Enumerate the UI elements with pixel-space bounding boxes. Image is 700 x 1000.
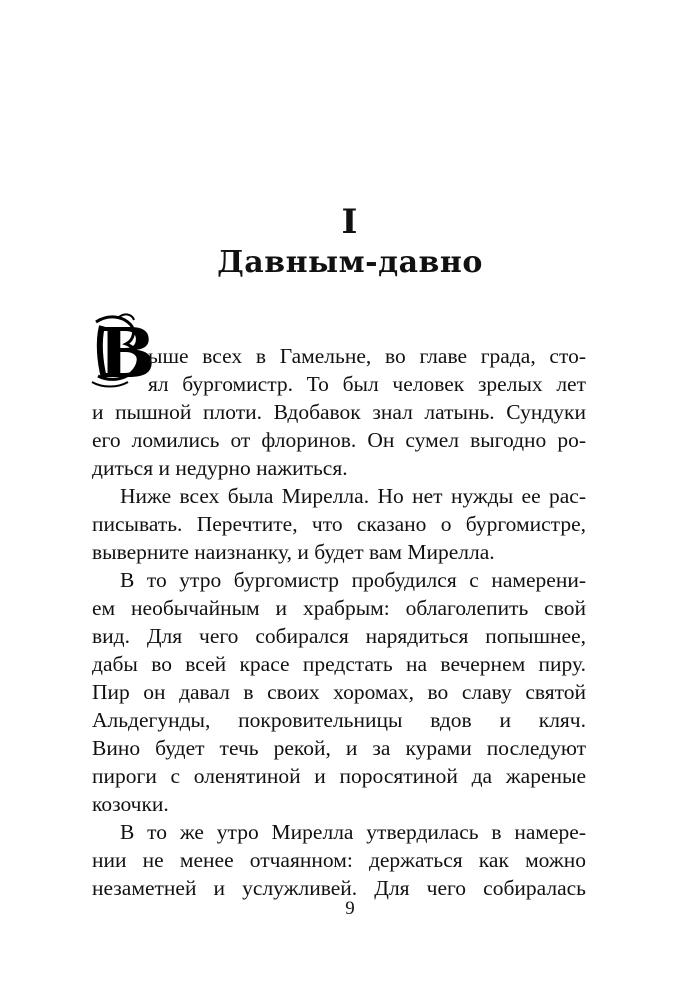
body-text [92, 342, 586, 902]
text-line: вид. Для чего собирался нарядиться попышнее, [92, 624, 586, 648]
chapter-number: I [341, 202, 359, 242]
text-line: Вино будет течь рекой, и за курами последуют [92, 736, 586, 760]
text-line: козочки. [92, 792, 169, 816]
text-line: Ниже всех была Мирелла. Но нет нужды ее рас- [120, 484, 586, 508]
drop-cap-letter: В [98, 314, 156, 394]
text-line: ял бургомистр. То был человек зрелых лет [148, 372, 586, 396]
paragraph [92, 342, 586, 482]
text-line: пироги с оленятиной и поросятиной да жареные [92, 764, 586, 788]
text-line: В то же утро Мирелла утвердилась в намере- [120, 820, 586, 844]
text-line: диться и недурно нажиться. [92, 456, 348, 480]
page-number: 9 [345, 898, 355, 919]
text-line: ыше всех в Гамельне, во главе града, сто- [148, 344, 586, 368]
text-line: ем необычайным и храбрым: облаголепить свой [92, 596, 586, 620]
text-line: дабы во всей красе предстать на вечернем пиру. [92, 652, 586, 676]
text-line: и пышной плоти. Вдобавок знал латынь. Сундуки [92, 400, 586, 424]
text-line: Альдегунды, покровительницы вдов и кляч. [92, 708, 586, 732]
paragraph [92, 482, 586, 566]
chapter-title: Давным-давно [217, 245, 483, 280]
text-line: Пир он давал в своих хоромах, во славу святой [92, 680, 586, 704]
text-line: В то утро бургомистр пробудился с намерени- [120, 568, 586, 592]
text-line: писывать. Перечтите, что сказано о бургомистре, [92, 512, 586, 536]
paragraph [92, 566, 586, 818]
text-line: его ломились от флоринов. Он сумел выгодно ро- [92, 428, 586, 452]
text-line: нии не менее отчаянном: держаться как можно [92, 848, 586, 872]
text-line: выверните наизнанку, и будет вам Мирелла. [92, 540, 495, 564]
paragraph [92, 818, 586, 902]
text-line: незаметней и услужливей. Для чего собиралась [92, 876, 586, 900]
